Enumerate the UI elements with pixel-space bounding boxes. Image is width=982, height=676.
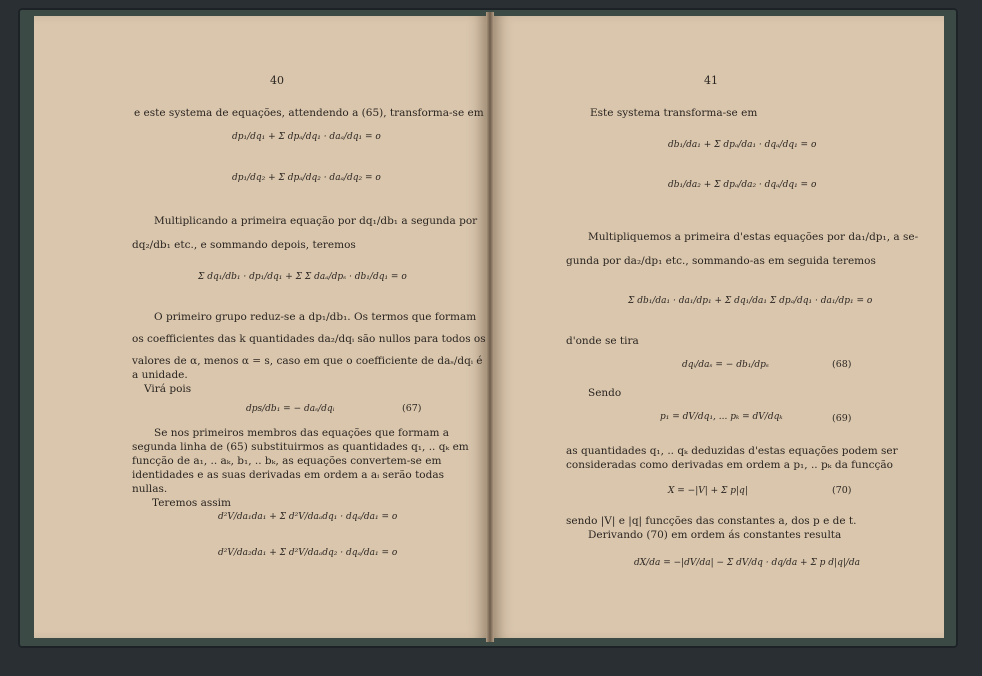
text-line: sendo |V| e |q| funcções das constantes a, dos p e de t. (566, 515, 857, 527)
text-line: os coefficientes das k quantidades da₂/dqᵢ são nullos para todos os (132, 333, 486, 345)
equation: X = −|V| + Σ p|q| (668, 486, 748, 496)
text-line: Teremos assim (152, 497, 231, 509)
text-line: as quantidades q₁, .. qₖ deduzidas d'estas equações podem ser (566, 445, 898, 457)
text-line: valores de α, menos α = s, caso em que o coefficiente de daₛ/dqᵢ é (132, 355, 483, 367)
equation: db₁/da₁ + Σ dpₐ/da₁ · dqₐ/dq₁ = o (668, 140, 817, 150)
equation-number: (70) (832, 485, 852, 496)
equation: dqᵢ/daₛ = − db₁/dpₛ (682, 360, 769, 370)
equation: dp₁/dq₁ + Σ dpₐ/dq₁ · daₐ/dq₁ = o (232, 132, 381, 142)
text-line: gunda por da₂/dp₁ etc., sommando-as em seguida teremos (566, 255, 876, 267)
text-line: Se nos primeiros membros das equações que formam a (154, 427, 450, 439)
equation-number: (68) (832, 359, 852, 370)
book-gutter (486, 12, 494, 642)
equation: d²V/da₁da₁ + Σ d²V/daₐdq₁ · dqₐ/da₁ = o (218, 512, 398, 522)
text-line: Sendo (588, 387, 622, 399)
equation: dp₁/dq₂ + Σ dpₐ/dq₂ · daₐ/dq₂ = o (232, 173, 381, 183)
text-line: funcção de a₁, .. aₖ, b₁, .. bₖ, as equações convertem-se em (132, 455, 442, 467)
equation-number: (69) (832, 413, 852, 424)
equation: Σ dq₁/db₁ · dp₁/dq₁ + Σ Σ daₐ/dpₛ · db₁/dq₁ = o (198, 272, 407, 282)
text-line: a unidade. (132, 369, 188, 381)
equation: db₁/da₂ + Σ dpₐ/da₂ · dqₐ/dq₁ = o (668, 180, 817, 190)
text-line: segunda linha de (65) substituirmos as quantidades q₁, .. qₖ em (132, 441, 469, 453)
text-line: dq₂/db₁ etc., e sommando depois, teremos (132, 239, 356, 251)
text-line: Virá pois (144, 383, 192, 395)
text-line: nullas. (132, 483, 168, 495)
text-line: d'onde se tira (566, 335, 639, 347)
page-number: 41 (704, 74, 718, 87)
text-line: O primeiro grupo reduz-se a dp₁/db₁. Os termos que formam (154, 311, 477, 323)
text-line: identidades e as suas derivadas em ordem a aᵢ serão todas (132, 469, 445, 481)
text-line: Multiplicando a primeira equação por dq₁/db₁ a segunda por (154, 215, 478, 227)
text-line: e este systema de equações, attendendo a (65), transforma-se em (134, 107, 484, 119)
equation-number: (67) (402, 403, 422, 414)
text-line: Multipliquemos a primeira d'estas equações por da₁/dp₁, a se- (588, 231, 919, 243)
text-line: Derivando (70) em ordem ás constantes resulta (588, 529, 842, 541)
right-page (492, 16, 944, 638)
page-number: 40 (270, 74, 284, 87)
equation: p₁ = dV/dq₁, ... pₖ = dV/dqₖ (660, 412, 783, 422)
equation: dX/da = −|dV/da| − Σ dV/dq · dq/da + Σ p d|q|/da (634, 558, 861, 568)
equation: d²V/da₂da₁ + Σ d²V/daₐdq₂ · dqₐ/da₁ = o (218, 548, 398, 558)
equation: Σ db₁/da₁ · da₁/dp₁ + Σ dq₁/da₁ Σ dpₐ/dq₁ · da₁/dp₁ = o (628, 296, 873, 306)
equation: dps/db₁ = − daₛ/dqᵢ (246, 404, 335, 414)
text-line: consideradas como derivadas em ordem a p₁, .. pₖ da funcção (566, 459, 893, 471)
text-line: Este systema transforma-se em (590, 107, 758, 119)
left-page (34, 16, 488, 638)
